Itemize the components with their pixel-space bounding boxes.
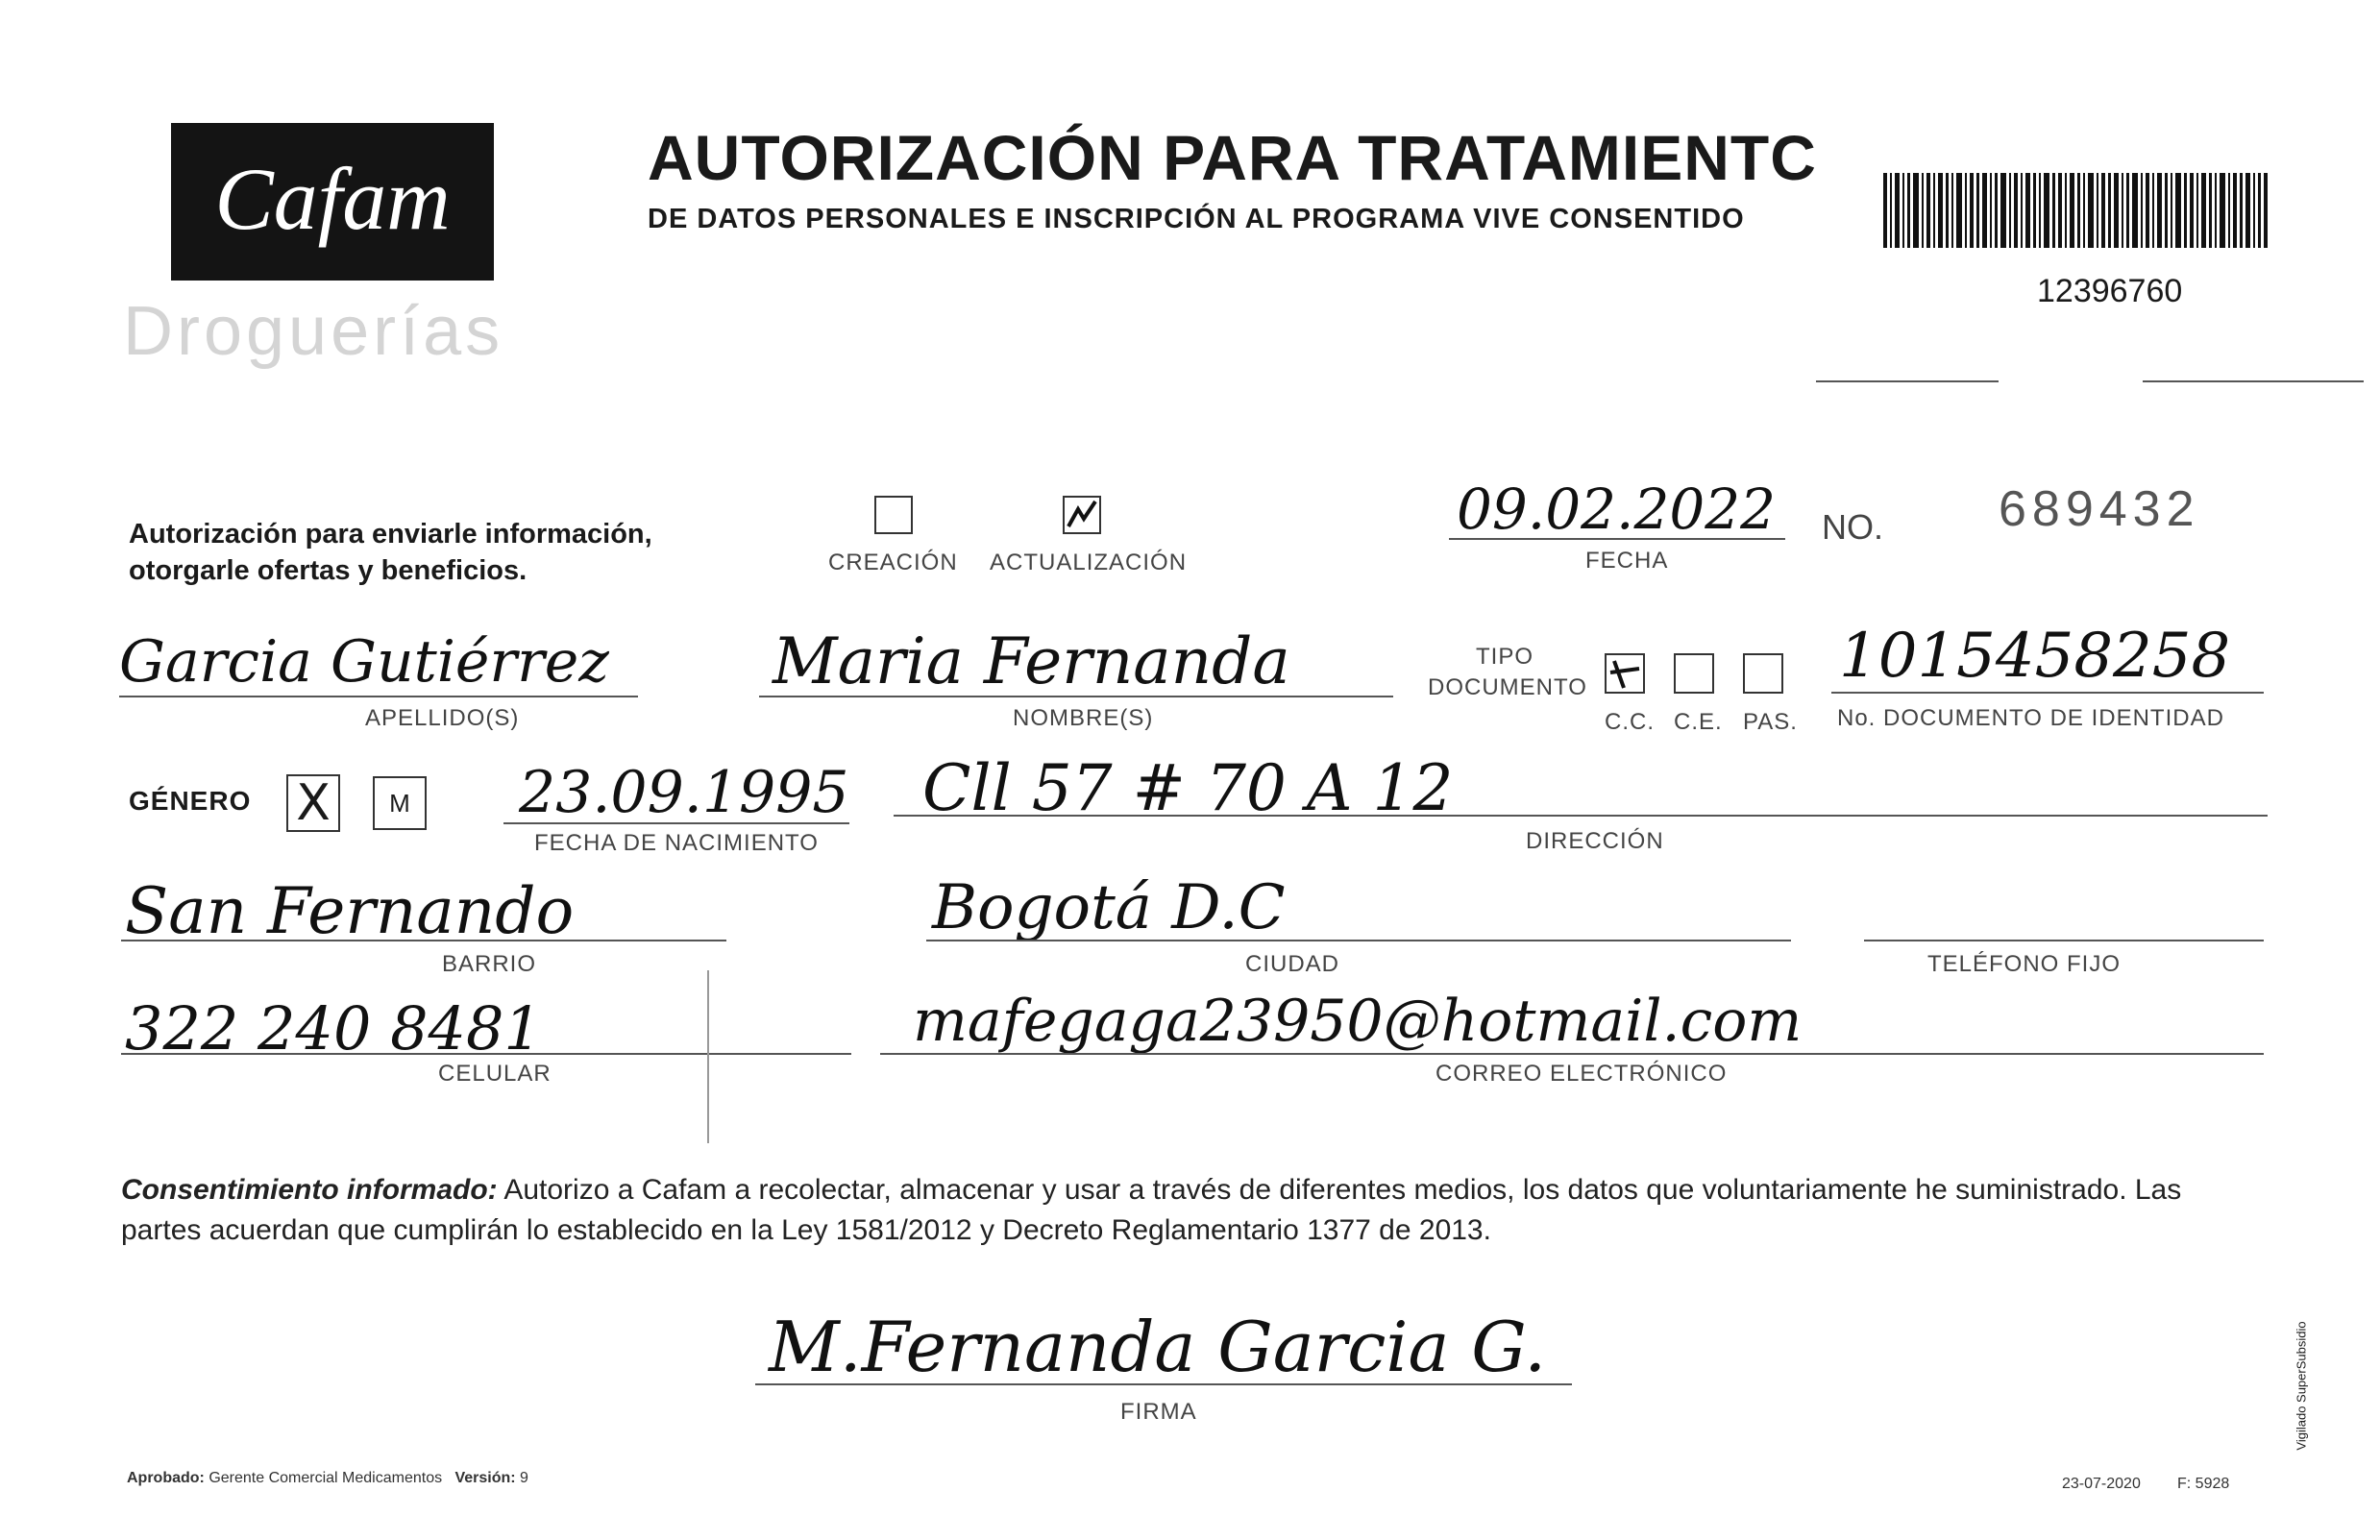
authorization-text-2: otorgarle ofertas y beneficios. bbox=[129, 555, 528, 586]
fecha-line bbox=[1449, 538, 1785, 540]
vigilado-text: Vigilado SuperSubsidio bbox=[2294, 1321, 2309, 1451]
apellidos-label: APELLIDO(S) bbox=[365, 705, 520, 731]
celular-line bbox=[121, 1053, 851, 1055]
ce-checkbox[interactable] bbox=[1674, 653, 1714, 694]
direccion-line bbox=[894, 815, 2268, 817]
logo-text: Cafam bbox=[214, 150, 451, 248]
fecha-label: FECHA bbox=[1585, 548, 1669, 574]
fecha-value[interactable]: 09.02.2022 bbox=[1457, 477, 1777, 542]
documento-line bbox=[1831, 692, 2264, 694]
nacimiento-value[interactable]: 23.09.1995 bbox=[519, 759, 849, 826]
page-title: AUTORIZACIÓN PARA TRATAMIENTC bbox=[648, 122, 1817, 193]
cc-label: C.C. bbox=[1605, 709, 1655, 735]
barcode bbox=[1883, 173, 2268, 248]
apellidos-line bbox=[119, 696, 638, 697]
footer-approval bbox=[127, 1470, 528, 1487]
telefono-line bbox=[1864, 940, 2264, 941]
logo-subtitle: Droguerías bbox=[123, 293, 504, 370]
aprobado-value: Gerente Comercial Medicamentos bbox=[209, 1470, 443, 1486]
telefono-label: TELÉFONO FIJO bbox=[1927, 951, 2122, 977]
celular-value[interactable]: 322 240 8481 bbox=[125, 993, 542, 1063]
divider bbox=[1816, 380, 1999, 382]
check-mark-icon bbox=[1607, 655, 1643, 692]
pas-checkbox[interactable] bbox=[1743, 653, 1783, 694]
barrio-label: BARRIO bbox=[442, 951, 537, 977]
signature-label: FIRMA bbox=[1120, 1399, 1197, 1425]
genero-m-checkbox[interactable]: M bbox=[373, 776, 427, 830]
barrio-value[interactable]: San Fernando bbox=[125, 874, 575, 948]
vigilado-supersubsidio bbox=[2294, 1287, 2352, 1499]
ciudad-value[interactable]: Bogotá D.C bbox=[932, 872, 1286, 943]
genero-f-checkbox[interactable]: X bbox=[286, 774, 340, 832]
ciudad-line bbox=[926, 940, 1791, 941]
signature-value[interactable]: M.Fernanda Garcia G. bbox=[769, 1307, 1547, 1387]
barrio-line bbox=[121, 940, 726, 941]
correo-line bbox=[880, 1053, 2264, 1055]
creacion-checkbox[interactable] bbox=[874, 496, 913, 534]
aprobado-label: Aprobado: bbox=[127, 1470, 205, 1486]
version-value: 9 bbox=[520, 1470, 528, 1486]
version-label: Versión: bbox=[454, 1470, 516, 1486]
consent-lead: Consentimiento informado: bbox=[121, 1174, 498, 1206]
nacimiento-label: FECHA DE NACIMIENTO bbox=[534, 830, 819, 856]
creacion-label: CREACIÓN bbox=[828, 550, 958, 575]
footer-form-code: F: 5928 bbox=[2177, 1476, 2230, 1492]
celular-label: CELULAR bbox=[438, 1061, 552, 1087]
consent-paragraph bbox=[121, 1170, 2264, 1251]
actualizacion-label: ACTUALIZACIÓN bbox=[990, 550, 1188, 575]
ce-label: C.E. bbox=[1674, 709, 1723, 735]
direccion-label: DIRECCIÓN bbox=[1526, 828, 1664, 854]
footer-date-code: 23-07-2020 bbox=[2062, 1476, 2141, 1492]
correo-value[interactable]: mafegaga23950@hotmail.com bbox=[913, 988, 1803, 1055]
consent-text: Autorizo a Cafam a recolectar, almacenar y usar a través de diferentes medios, los datos que voluntariamente he suministrado. Las partes acuerdan que cumplirán lo establecido en la Ley 1581/2012 y Decreto Reglamentario 1377 de 2013. bbox=[121, 1174, 2182, 1246]
page-subtitle: DE DATOS PERSONALES E INSCRIPCIÓN AL PROGRAMA VIVE CONSENTIDO bbox=[648, 204, 1745, 234]
correo-label: CORREO ELECTRÓNICO bbox=[1435, 1061, 1728, 1087]
no-label: NO. bbox=[1822, 507, 1884, 547]
vertical-divider bbox=[707, 970, 709, 1143]
genero-label: GÉNERO bbox=[129, 786, 252, 816]
divider bbox=[2143, 380, 2364, 382]
signature-line bbox=[755, 1383, 1572, 1385]
direccion-value[interactable]: Cll 57 # 70 A 12 bbox=[922, 751, 1454, 825]
nombres-label: NOMBRE(S) bbox=[1013, 705, 1154, 731]
check-mark-icon bbox=[1065, 498, 1099, 532]
documento-label: No. DOCUMENTO DE IDENTIDAD bbox=[1837, 705, 2224, 731]
cc-checkbox[interactable] bbox=[1605, 653, 1645, 694]
barcode-number: 12396760 bbox=[2037, 273, 2183, 309]
ciudad-label: CIUDAD bbox=[1245, 951, 1340, 977]
nombres-value[interactable]: Maria Fernanda bbox=[773, 624, 1290, 698]
documento-value[interactable]: 1015458258 bbox=[1839, 621, 2231, 692]
cafam-logo bbox=[171, 123, 494, 281]
tipo-label: TIPO bbox=[1476, 644, 1534, 670]
authorization-text: Autorización para enviarle información, bbox=[129, 519, 652, 550]
nombres-line bbox=[759, 696, 1393, 697]
tipo-label-2: DOCUMENTO bbox=[1428, 674, 1587, 700]
apellidos-value[interactable]: Garcia Gutiérrez bbox=[119, 628, 609, 696]
form-number: 689432 bbox=[1999, 481, 2200, 537]
actualizacion-checkbox[interactable] bbox=[1063, 496, 1101, 534]
nacimiento-line bbox=[503, 822, 849, 824]
pas-label: PAS. bbox=[1743, 709, 1798, 735]
